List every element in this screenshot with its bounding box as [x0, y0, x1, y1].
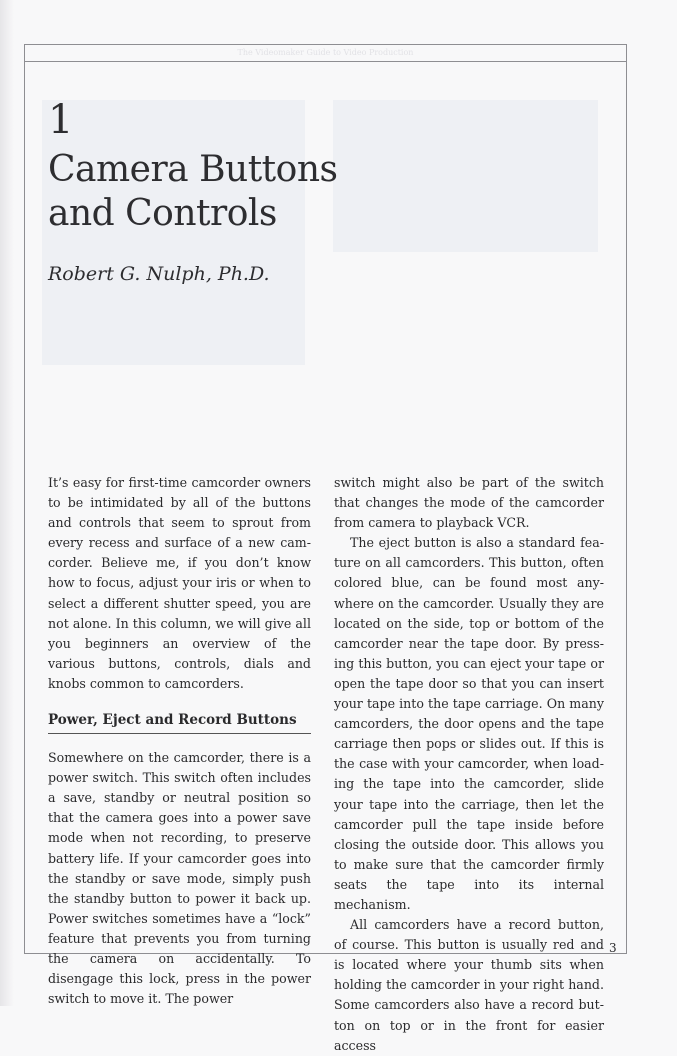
- left-column: [48, 473, 311, 1009]
- author-byline: Robert G. Nulph, Ph.D.: [48, 263, 270, 285]
- chapter-title-line-1: Camera Buttons: [48, 149, 338, 190]
- chapter-title: [48, 148, 368, 236]
- chapter-number: 1: [48, 97, 74, 143]
- right-column: [334, 473, 604, 1056]
- power-switch-paragraph: Somewhere on the camcorder, there is a power switch. This switch often includes a save, standby or neutral position so that the camera goes into a power save mode when not recording, to preserve battery life. If your camcorder goes into the standby or save mode, simply push the standby button to power it back up. Power switches sometimes have a “lock” feature that prevents you from turning the camera on accidentally. To disengage this lock, press in the power switch to move it. The power: [48, 750, 311, 1007]
- chapter-title-line-2: and Controls: [48, 193, 277, 234]
- running-head: The Videomaker Guide to Video Production: [237, 48, 414, 57]
- page-number: 3: [609, 941, 617, 955]
- continued-paragraph: switch might also be part of the switch that changes the mode of the camcorder from camera to playback VCR.: [334, 475, 604, 531]
- header-rule: [24, 61, 627, 62]
- section-heading: Power, Eject and Record Buttons: [48, 710, 311, 734]
- record-button-paragraph: All camcorders have a record button, of course. This button is usually red and is located where your thumb sits when holding the camcorder in your right hand. Some camcorders also have a record button on top or in the front for easier access: [334, 917, 604, 1053]
- eject-button-paragraph: The eject button is also a standard feature on all camcorders. This button, often colored blue, can be found most anywhere on the camcorder. Usually they are located on the side, top or bottom of the camcorder near the tape door. By pressing this button, you can eject your tape or open the tape door so that you can insert your tape into the tape carriage. On many camcorders, the door opens and the tape carriage then pops or slides out. If this is the case with your camcorder, when loading the tape into the camcorder, slide your tape into the carriage, then let the camcorder pull the tape inside before closing the outside door. This allows you to make sure that the camcorder firmly seats the tape into its internal mechanism.: [334, 535, 604, 912]
- page-edge-shadow: [0, 0, 14, 1006]
- intro-paragraph: It’s easy for first-time camcorder owners to be intimidated by all of the buttons and controls that seem to sprout from every recess and surface of a new camcorder. Believe me, if you don’t know how to focus, adjust your iris or when to select a different shutter speed, you are not alone. In this column, we will give all you beginners an overview of the various buttons, controls, dials and knobs common to camcorders.: [48, 475, 311, 691]
